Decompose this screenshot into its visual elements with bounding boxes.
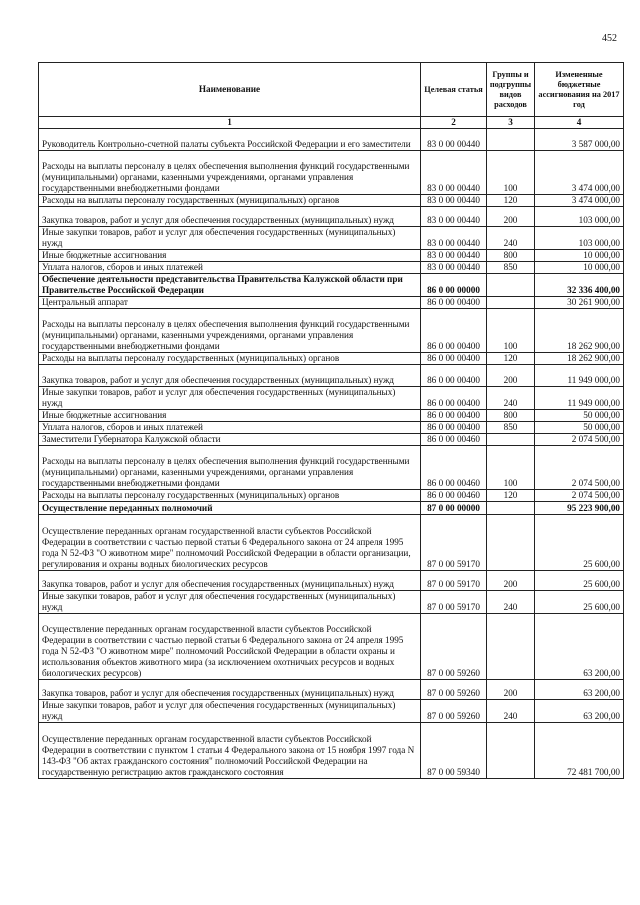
table-row [39,502,624,515]
table-row [39,365,624,387]
row-group-code: 120 [487,490,535,502]
row-group-code [487,723,535,779]
row-name: Расходы на выплаты персоналу в целях обеспечения выполнения функций государственными (муниципальными) органами, казенными учреждениями, органами управления государственными внебюджетными фондами [39,446,421,490]
row-name: Закупка товаров, работ и услуг для обеспечения государственных (муниципальных) нужд [39,680,421,700]
row-group-code [487,515,535,571]
row-amount: 63 200,00 [535,680,624,700]
row-target-code: 83 0 00 00440 [421,250,487,262]
table-row [39,151,624,195]
table-row [39,195,624,207]
row-target-code: 86 0 00 00460 [421,446,487,490]
row-target-code: 83 0 00 00440 [421,151,487,195]
row-name: Расходы на выплаты персоналу государственных (муниципальных) органов [39,195,421,207]
row-amount: 50 000,00 [535,410,624,422]
row-name: Иные закупки товаров, работ и услуг для обеспечения государственных (муниципальных) нужд [39,700,421,723]
table-row [39,410,624,422]
header-name: Наименование [39,63,421,117]
header-row [39,63,624,117]
row-amount: 103 000,00 [535,207,624,227]
row-target-code: 83 0 00 00440 [421,195,487,207]
table-row [39,129,624,151]
row-group-code [487,614,535,680]
row-group-code: 100 [487,446,535,490]
row-name: Иные закупки товаров, работ и услуг для обеспечения государственных (муниципальных) нужд [39,387,421,410]
row-amount: 3 474 000,00 [535,195,624,207]
row-group-code: 240 [487,700,535,723]
row-target-code: 86 0 00 00400 [421,309,487,353]
table-row [39,207,624,227]
row-name: Центральный аппарат [39,297,421,309]
row-name: Закупка товаров, работ и услуг для обеспечения государственных (муниципальных) нужд [39,571,421,591]
row-group-code: 200 [487,365,535,387]
row-group-code: 850 [487,422,535,434]
row-group-code [487,434,535,446]
column-number: 2 [421,117,487,129]
row-amount: 25 600,00 [535,515,624,571]
column-number-row [39,117,624,129]
row-name: Расходы на выплаты персоналу в целях обеспечения выполнения функций государственными (муниципальными) органами, казенными учреждениями, органами управления государственными внебюджетными фондами [39,151,421,195]
row-group-code: 120 [487,195,535,207]
budget-table [38,62,624,779]
row-group-code: 100 [487,309,535,353]
row-amount: 63 200,00 [535,700,624,723]
row-target-code: 87 0 00 59170 [421,571,487,591]
row-amount: 3 587 000,00 [535,129,624,151]
row-group-code: 240 [487,591,535,614]
table-row [39,353,624,365]
table-row [39,680,624,700]
row-name: Закупка товаров, работ и услуг для обеспечения государственных (муниципальных) нужд [39,365,421,387]
row-name: Уплата налогов, сборов и иных платежей [39,262,421,274]
row-name: Иные закупки товаров, работ и услуг для обеспечения государственных (муниципальных) нужд [39,591,421,614]
row-target-code: 86 0 00 00400 [421,410,487,422]
row-amount: 103 000,00 [535,227,624,250]
table-row [39,591,624,614]
row-amount: 2 074 500,00 [535,434,624,446]
row-group-code [487,297,535,309]
row-name: Иные закупки товаров, работ и услуг для обеспечения государственных (муниципальных) нужд [39,227,421,250]
row-name: Расходы на выплаты персоналу в целях обеспечения выполнения функций государственными (муниципальными) органами, казенными учреждениями, органами управления государственными внебюджетными фондами [39,309,421,353]
table-row [39,297,624,309]
header-amount: Измененные бюджетные ассигнования на 2017 год [535,63,624,117]
table-row [39,309,624,353]
row-target-code: 86 0 00 00400 [421,387,487,410]
table-row [39,262,624,274]
row-amount: 18 262 900,00 [535,309,624,353]
row-group-code: 200 [487,571,535,591]
row-group-code: 200 [487,680,535,700]
row-name: Осуществление переданных полномочий [39,502,421,515]
row-amount: 50 000,00 [535,422,624,434]
table-row [39,490,624,502]
row-amount: 10 000,00 [535,262,624,274]
row-amount: 95 223 900,00 [535,502,624,515]
table-row [39,723,624,779]
row-name: Уплата налогов, сборов и иных платежей [39,422,421,434]
table-row [39,434,624,446]
row-target-code: 83 0 00 00440 [421,262,487,274]
row-amount: 18 262 900,00 [535,353,624,365]
row-amount: 63 200,00 [535,614,624,680]
row-target-code: 83 0 00 00440 [421,129,487,151]
row-target-code: 83 0 00 00440 [421,227,487,250]
table-row [39,250,624,262]
row-target-code: 87 0 00 59340 [421,723,487,779]
row-target-code: 87 0 00 59260 [421,614,487,680]
row-target-code: 86 0 00 00460 [421,490,487,502]
row-name: Расходы на выплаты персоналу государственных (муниципальных) органов [39,353,421,365]
row-amount: 10 000,00 [535,250,624,262]
row-amount: 72 481 700,00 [535,723,624,779]
row-target-code: 86 0 00 00400 [421,353,487,365]
column-number: 1 [39,117,421,129]
table-row [39,614,624,680]
row-target-code: 87 0 00 59260 [421,700,487,723]
row-amount: 30 261 900,00 [535,297,624,309]
row-target-code: 86 0 00 00400 [421,365,487,387]
row-name: Иные бюджетные ассигнования [39,410,421,422]
row-group-code: 800 [487,250,535,262]
row-target-code: 87 0 00 59170 [421,515,487,571]
row-target-code: 83 0 00 00440 [421,207,487,227]
row-target-code: 87 0 00 59260 [421,680,487,700]
row-name: Расходы на выплаты персоналу государственных (муниципальных) органов [39,490,421,502]
row-group-code [487,502,535,515]
row-name: Закупка товаров, работ и услуг для обеспечения государственных (муниципальных) нужд [39,207,421,227]
table-row [39,446,624,490]
header-target: Целевая статья [421,63,487,117]
row-amount: 11 949 000,00 [535,365,624,387]
table-row [39,227,624,250]
column-number: 4 [535,117,624,129]
row-name: Руководитель Контрольно-счетной палаты субъекта Российской Федерации и его заместители [39,129,421,151]
row-target-code: 86 0 00 00400 [421,297,487,309]
row-group-code [487,274,535,297]
row-name: Осуществление переданных органам государственной власти субъектов Российской Федерации в соответствии с пунктом 1 статьи 4 Федерального закона от 15 ноября 1997 года N 143-ФЗ "Об актах гражданского состояния" полномочий Российской Федерации на государственную регистрацию актов гражданского состояния [39,723,421,779]
row-amount: 32 336 400,00 [535,274,624,297]
row-name: Иные бюджетные ассигнования [39,250,421,262]
row-group-code: 240 [487,387,535,410]
table-row [39,422,624,434]
row-group-code: 800 [487,410,535,422]
row-name: Осуществление переданных органам государственной власти субъектов Российской Федерации в соответствии с частью первой статьи 6 Федерального закона от 24 апреля 1995 года N 52-ФЗ "О животном мире" полномочий Российской Федерации в области охраны и использования объектов животного мира (за исключением охотничьих ресурсов и водных биологических ресурсов) [39,614,421,680]
row-group-code: 200 [487,207,535,227]
column-number: 3 [487,117,535,129]
row-amount: 25 600,00 [535,571,624,591]
row-target-code: 86 0 00 00400 [421,422,487,434]
page-number: 452 [602,33,617,44]
row-group-code: 850 [487,262,535,274]
row-target-code: 86 0 00 00000 [421,274,487,297]
table-row [39,274,624,297]
row-amount: 2 074 500,00 [535,446,624,490]
table-row [39,571,624,591]
row-name: Осуществление переданных органам государственной власти субъектов Российской Федерации в соответствии с частью первой статьи 6 Федерального закона от 24 апреля 1995 года N 52-ФЗ "О животном мире" полномочий Российской Федерации в области организации, регулирования и охраны водных биологических ресурсов [39,515,421,571]
row-amount: 25 600,00 [535,591,624,614]
table-row [39,515,624,571]
row-amount: 2 074 500,00 [535,490,624,502]
row-group-code: 240 [487,227,535,250]
row-group-code: 120 [487,353,535,365]
row-target-code: 86 0 00 00460 [421,434,487,446]
table-row [39,700,624,723]
row-name: Обеспечение деятельности представительства Правительства Калужской области при Правительстве Российской Федерации [39,274,421,297]
row-group-code [487,129,535,151]
header-groups: Группы и подгруппы видов расходов [487,63,535,117]
row-group-code: 100 [487,151,535,195]
row-target-code: 87 0 00 00000 [421,502,487,515]
table-row [39,387,624,410]
row-name: Заместители Губернатора Калужской области [39,434,421,446]
row-target-code: 87 0 00 59170 [421,591,487,614]
row-amount: 11 949 000,00 [535,387,624,410]
row-amount: 3 474 000,00 [535,151,624,195]
